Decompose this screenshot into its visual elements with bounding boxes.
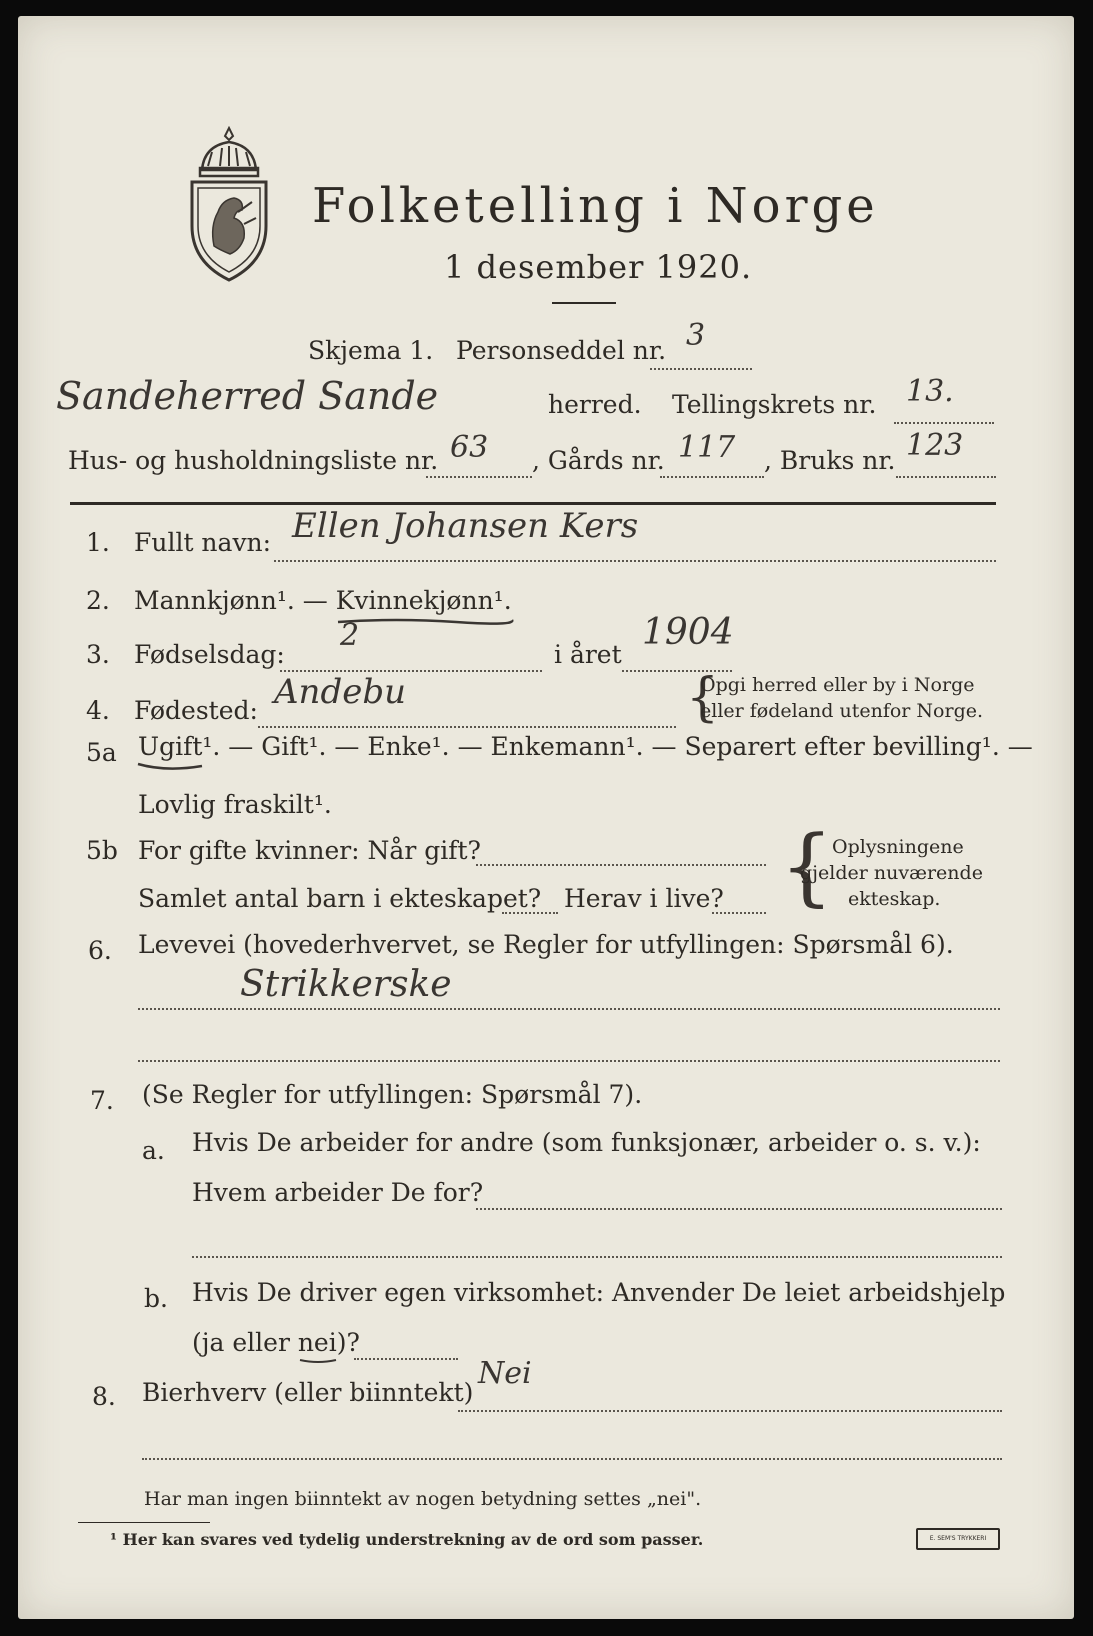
full-name-field	[274, 560, 996, 562]
tellingskrets-value[interactable]: 13.	[906, 374, 954, 409]
side-income-field-2	[142, 1458, 1002, 1460]
printer-stamp: E. SEM'S TRYKKERI	[916, 1528, 1000, 1550]
q5b-children-label: Samlet antal barn i ekteskapet?	[138, 884, 542, 913]
herred-label: herred.	[548, 390, 642, 419]
q5b-note-line2: gjelder nuværende	[800, 862, 983, 884]
ugift-underline-mark	[136, 760, 206, 774]
hus-label: Hus- og husholdningsliste nr.	[68, 446, 439, 475]
bruks-value[interactable]: 123	[906, 428, 964, 463]
personseddel-field	[650, 368, 752, 370]
employer-field-1	[476, 1208, 1002, 1210]
tellingskrets-label: Tellingskrets nr.	[672, 390, 877, 419]
q7b-letter: b.	[144, 1284, 168, 1313]
marital-status-options[interactable]: Ugift¹. — Gift¹. — Enke¹. — Enkemann¹. — Separert efter bevilling¹. —	[138, 732, 1033, 761]
hus-field	[426, 476, 532, 478]
birthplace-field	[258, 726, 676, 728]
q7a-line1: Hvis De arbeider for andre (som funksjonær, arbeider o. s. v.):	[192, 1128, 981, 1157]
census-form	[18, 16, 1074, 1619]
q1-label: Fullt navn:	[134, 528, 272, 557]
q2-number: 2.	[86, 586, 110, 615]
occupation-value[interactable]: Strikkerske	[240, 964, 452, 1005]
occupation-field-1	[138, 1008, 1000, 1010]
q4-note-line2: eller fødeland utenfor Norge.	[700, 700, 984, 722]
q5b-note-line1: Oplysningene	[832, 836, 964, 858]
marital-status-options-line2[interactable]: Lovlig fraskilt¹.	[138, 790, 332, 819]
no-income-note: Har man ingen biinntekt av nogen betydning settes „nei".	[144, 1488, 702, 1510]
q5b-line1: For gifte kvinner: Når gift?	[138, 836, 481, 865]
gards-value[interactable]: 117	[678, 430, 736, 465]
children-count-field	[502, 912, 558, 914]
bruks-field	[896, 476, 996, 478]
norway-coat-of-arms-icon	[186, 126, 272, 284]
nei-underline-mark	[298, 1356, 338, 1366]
personseddel-value[interactable]: 3	[686, 318, 706, 353]
bruks-label: , Bruks nr.	[764, 446, 896, 475]
herred-value[interactable]: Sandeherred Sande	[56, 374, 439, 418]
q5b-alive-label: Herav i live?	[564, 884, 724, 913]
q3-number: 3.	[86, 640, 110, 669]
q8-number: 8.	[92, 1382, 116, 1411]
q3-label: Fødselsdag:	[134, 640, 285, 669]
gards-field	[660, 476, 764, 478]
footnote: ¹ Her kan svares ved tydelig understrekning av de ord som passer.	[110, 1530, 704, 1549]
full-name-value[interactable]: Ellen Johansen Kers	[292, 506, 639, 546]
title-divider	[552, 302, 616, 304]
header-rule	[70, 502, 996, 505]
q1-number: 1.	[86, 528, 110, 557]
schema-label: Skjema 1.	[308, 336, 434, 365]
birthplace-value[interactable]: Andebu	[274, 672, 406, 712]
q7b-line1: Hvis De driver egen virksomhet: Anvender De leiet arbeidshjelp	[192, 1278, 1006, 1307]
children-alive-field	[712, 912, 766, 914]
q5b-note-brace: {	[780, 817, 834, 915]
footnote-rule	[78, 1522, 210, 1523]
birth-day-value[interactable]: 2	[340, 618, 360, 653]
q6-number: 6.	[88, 936, 112, 965]
q7b-line2: (ja eller nei)?	[192, 1328, 360, 1357]
occupation-field-2	[138, 1060, 1000, 1062]
hired-help-field	[354, 1358, 458, 1360]
q4-note-brace: {	[686, 668, 720, 728]
form-subtitle: 1 desember 1920.	[444, 248, 753, 286]
q5b-note-line3: ekteskap.	[848, 888, 941, 910]
q6-label: Levevei (hovederhvervet, se Regler for utfyllingen: Spørsmål 6).	[138, 930, 954, 959]
q7-number: 7.	[90, 1086, 114, 1115]
hus-value[interactable]: 63	[450, 430, 489, 465]
side-income-value[interactable]: Nei	[478, 1356, 532, 1391]
kvinnekjonn-underline-mark	[336, 616, 516, 630]
sex-options[interactable]: Mannkjønn¹. — Kvinnekjønn¹.	[134, 586, 512, 615]
gards-label: , Gårds nr.	[532, 446, 665, 475]
q3-year-label: i året	[554, 640, 622, 669]
employer-field-2	[192, 1256, 1002, 1258]
q7a-line2: Hvem arbeider De for?	[192, 1178, 484, 1207]
tellingskrets-field	[894, 422, 994, 424]
form-title: Folketelling i Norge	[312, 178, 879, 234]
q4-number: 4.	[86, 696, 110, 725]
q4-label: Fødested:	[134, 696, 258, 725]
q8-label: Bierhverv (eller biinntekt)	[142, 1378, 474, 1407]
q7a-letter: a.	[142, 1136, 165, 1165]
q5a-number: 5a	[86, 738, 117, 767]
married-when-field	[476, 864, 766, 866]
birth-year-value[interactable]: 1904	[642, 612, 734, 653]
q4-note-line1: Opgi herred eller by i Norge	[700, 674, 975, 696]
q7-label: (Se Regler for utfyllingen: Spørsmål 7).	[142, 1080, 643, 1109]
q5b-number: 5b	[86, 836, 118, 865]
personseddel-label: Personseddel nr.	[456, 336, 667, 365]
side-income-field-1	[458, 1410, 1002, 1412]
